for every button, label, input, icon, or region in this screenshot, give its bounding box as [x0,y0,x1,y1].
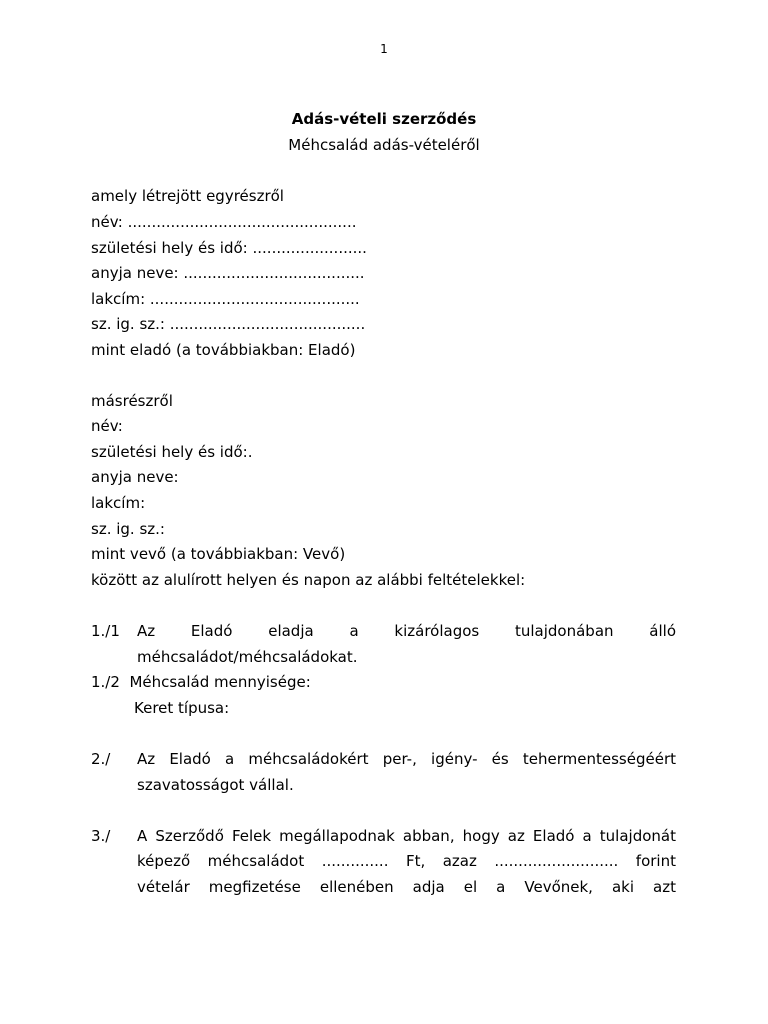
clause-1-1-number: 1./1 [91,622,120,640]
clause-2-number: 2./ [91,750,111,768]
buyer-name-field: név: [91,417,123,435]
clause-3-number: 3./ [91,827,111,845]
buyer-id-field: sz. ig. sz.: [91,520,165,538]
buyer-intro: másrészről [91,392,173,410]
clause-2-text-line1: Az Eladó a méhcsaládokért per-, igény- és tehermentességéért [137,750,676,768]
clause-1-1-text-line2: méhcsaládot/méhcsaládokat. [137,648,358,666]
seller-intro: amely létrejött egyrészről [91,187,284,205]
seller-address-field: lakcím: ............................................ [91,290,360,308]
clause-3-text-line2: képező méhcsaládot .............. Ft, azaz .......................... forint [137,852,676,870]
document-title: Adás-vételi szerződés [291,110,477,128]
document-subtitle: Méhcsalád adás-vételéről [288,136,480,154]
clause-1-1-text-line1: Az Eladó eladja a kizárólagos tulajdonában álló [137,622,676,640]
clause-2-text-line2: szavatosságot vállal. [137,776,294,794]
buyer-role: mint vevő (a továbbiakban: Vevő) [91,545,346,563]
page-number: 1 [380,42,388,56]
clause-1-2-quantity: 1./2 Méhcsalád mennyisége: [91,673,311,691]
seller-birth-field: születési hely és idő: ........................ [91,239,367,257]
buyer-birth-field: születési hely és idő:. [91,443,253,461]
clause-1-2-frame-type: Keret típusa: [134,699,230,717]
clause-3-text-line1: A Szerződő Felek megállapodnak abban, hogy az Eladó a tulajdonát [137,827,676,845]
buyer-address-field: lakcím: [91,494,146,512]
seller-name-field: név: ................................................ [91,213,357,231]
conditions-intro: között az alulírott helyen és napon az alábbi feltételekkel: [91,571,526,589]
seller-mother-field: anyja neve: ...................................... [91,264,365,282]
buyer-mother-field: anyja neve: [91,468,179,486]
clause-3-text-line3: vételár megfizetése ellenében adja el a Vevőnek, aki azt [137,878,676,896]
seller-role: mint eladó (a továbbiakban: Eladó) [91,341,356,359]
seller-id-field: sz. ig. sz.: ......................................... [91,315,366,333]
